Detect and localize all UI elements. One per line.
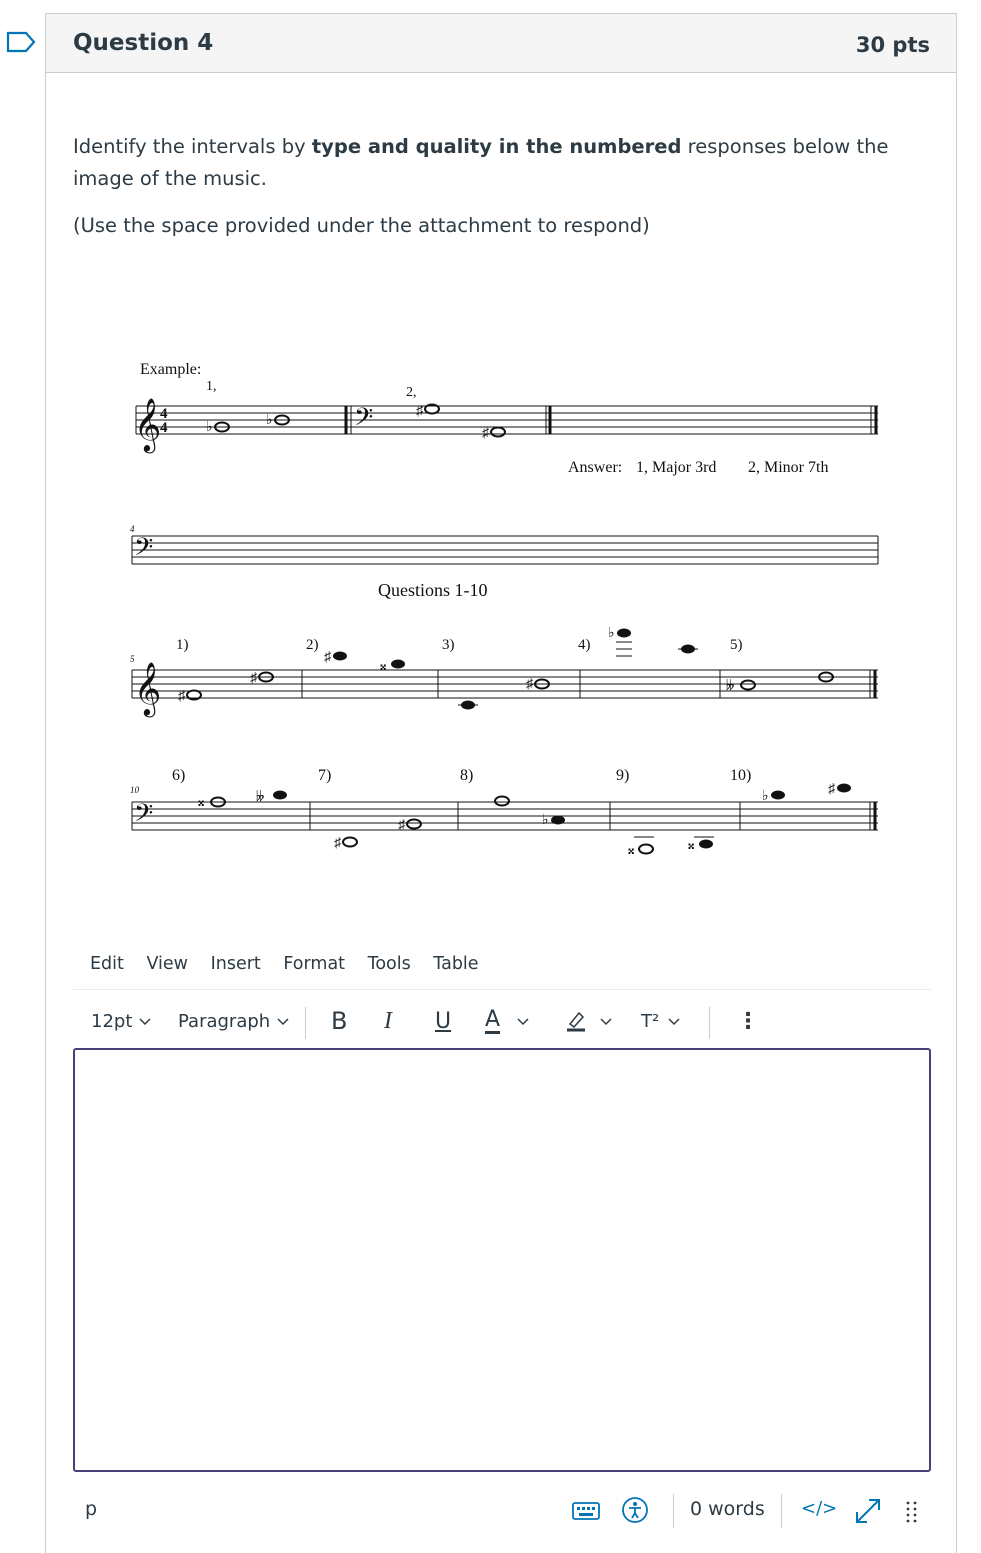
svg-text:♯: ♯ xyxy=(398,818,405,833)
measure-number-4: 4 xyxy=(130,524,135,534)
svg-text:4: 4 xyxy=(160,420,168,436)
underline-button[interactable] xyxy=(435,999,451,1043)
svg-text:♯: ♯ xyxy=(526,677,533,692)
question-points: 30 pts xyxy=(855,33,930,57)
italic-icon: I xyxy=(384,1007,392,1034)
answer-label: Answer: xyxy=(568,459,623,476)
svg-text:𝄪: 𝄪 xyxy=(380,659,387,674)
html-editor-toggle[interactable]: </> xyxy=(801,1498,838,1519)
text-color-button[interactable] xyxy=(485,999,530,1043)
editor-statusbar xyxy=(73,1484,931,1540)
svg-text:4: 4 xyxy=(160,406,168,422)
expand-icon[interactable] xyxy=(853,1496,883,1526)
accessibility-icon[interactable] xyxy=(621,1496,649,1524)
element-path[interactable]: p xyxy=(85,1498,98,1520)
svg-text:♯: ♯ xyxy=(482,426,489,441)
block-format-select[interactable] xyxy=(178,999,290,1043)
block-format-value: Paragraph xyxy=(178,1010,271,1032)
bass-clef-icon: 𝄢 xyxy=(354,404,374,437)
menu-format[interactable]: Format xyxy=(283,954,346,974)
menu-insert[interactable]: Insert xyxy=(210,954,261,974)
svg-text:♭: ♭ xyxy=(266,413,273,428)
question-number-7: 7) xyxy=(318,767,332,784)
menubar-divider xyxy=(73,989,931,990)
answer-2: 2, Minor 7th xyxy=(748,459,829,476)
svg-text:♯: ♯ xyxy=(334,836,341,851)
svg-text:♯: ♯ xyxy=(324,650,331,665)
status-divider xyxy=(781,1494,782,1528)
keyboard-icon[interactable] xyxy=(571,1498,601,1522)
question-number-4: 4) xyxy=(578,637,591,653)
svg-text:𝄞: 𝄞 xyxy=(134,663,162,714)
editor-menubar xyxy=(90,954,496,974)
menu-table[interactable]: Table xyxy=(433,954,479,974)
underline-icon: U xyxy=(435,1008,452,1034)
question-number-10: 10) xyxy=(730,767,752,784)
svg-text:𝄪: 𝄪 xyxy=(628,843,635,858)
superscript-button[interactable] xyxy=(641,999,681,1043)
question-number-6: 6) xyxy=(172,767,186,784)
font-size-value: 12pt xyxy=(91,1010,133,1032)
bold-icon: B xyxy=(331,1007,348,1035)
svg-text:𝄪: 𝄪 xyxy=(198,795,205,810)
superscript-icon: T² xyxy=(641,1010,660,1032)
svg-text:𝄫: 𝄫 xyxy=(726,679,735,694)
editor-toolbar xyxy=(73,999,931,1043)
bold-button[interactable] xyxy=(331,999,347,1043)
prompt-text-bold: type and quality in the numbered xyxy=(311,135,682,158)
svg-text:♯: ♯ xyxy=(178,689,185,704)
question-number-5: 5) xyxy=(730,637,743,653)
svg-text:𝄪: 𝄪 xyxy=(688,838,695,853)
drag-handle-icon[interactable] xyxy=(905,1500,919,1524)
more-options-button[interactable] xyxy=(737,999,759,1043)
toolbar-divider xyxy=(305,1007,306,1039)
question-number-1: 1) xyxy=(176,637,189,653)
svg-text:𝄢: 𝄢 xyxy=(134,534,154,567)
question-prompt xyxy=(73,131,943,195)
svg-text:𝄢: 𝄢 xyxy=(134,800,154,833)
treble-clef-icon: 𝄞 xyxy=(134,399,162,450)
question-number-2: 2) xyxy=(306,637,319,653)
example-number-2: 2, xyxy=(406,385,417,400)
svg-text:♯: ♯ xyxy=(416,404,423,419)
question-card xyxy=(45,13,957,1553)
measure-number-10: 10 xyxy=(130,785,139,795)
svg-text:♭: ♭ xyxy=(762,789,769,804)
chevron-down-icon xyxy=(667,1016,681,1026)
prompt-text-start: Identify the intervals by xyxy=(73,135,312,158)
rich-text-editor[interactable] xyxy=(73,1048,931,1472)
italic-button[interactable] xyxy=(384,999,392,1043)
highlight-color-button[interactable] xyxy=(565,999,613,1043)
questions-heading: Questions 1-10 xyxy=(378,580,488,600)
music-attachment xyxy=(126,344,886,864)
question-title: Question 4 xyxy=(73,30,214,56)
question-number-9: 9) xyxy=(616,767,630,784)
question-number-3: 3) xyxy=(442,637,455,653)
highlighter-icon xyxy=(565,1009,587,1033)
prompt-text-end: responses below the image of the music. xyxy=(73,135,889,190)
svg-text:♯: ♯ xyxy=(250,671,257,686)
chevron-down-icon xyxy=(516,1016,530,1026)
word-count[interactable]: 0 words xyxy=(690,1498,765,1520)
text-color-icon: A xyxy=(485,1006,501,1032)
chevron-down-icon xyxy=(138,1016,152,1026)
question-number-8: 8) xyxy=(460,767,474,784)
svg-text:♭: ♭ xyxy=(206,420,213,435)
toolbar-divider xyxy=(709,1007,710,1039)
example-number-1: 1, xyxy=(206,379,217,394)
more-icon: ⋮ xyxy=(737,1008,759,1034)
flag-icon[interactable] xyxy=(6,31,36,53)
measure-number-5: 5 xyxy=(130,654,135,664)
question-instruction: (Use the space provided under the attachment to respond) xyxy=(73,214,650,237)
question-header xyxy=(46,14,956,73)
chevron-down-icon xyxy=(276,1016,290,1026)
answer-1: 1, Major 3rd xyxy=(636,459,717,476)
menu-tools[interactable]: Tools xyxy=(367,954,411,974)
menu-view[interactable]: View xyxy=(146,954,188,974)
status-divider xyxy=(673,1494,674,1528)
menu-edit[interactable]: Edit xyxy=(90,954,124,974)
font-size-select[interactable] xyxy=(91,999,152,1043)
svg-text:𝄫: 𝄫 xyxy=(256,790,265,805)
svg-text:♯: ♯ xyxy=(828,782,835,797)
chevron-down-icon xyxy=(599,1016,613,1026)
svg-text:♭: ♭ xyxy=(542,813,549,828)
example-label: Example: xyxy=(140,361,202,378)
svg-text:♭: ♭ xyxy=(608,626,615,641)
